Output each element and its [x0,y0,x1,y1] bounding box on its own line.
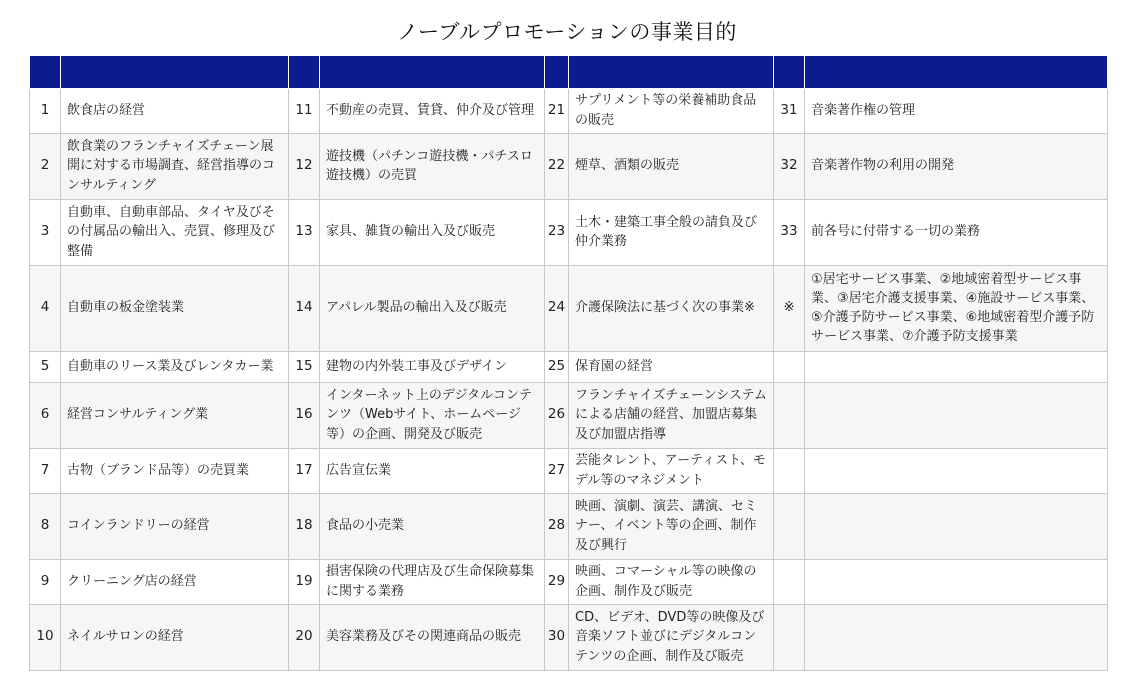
item-number: 27 [545,448,569,493]
table-row [30,351,1108,382]
item-text: 自動車のリース業及びレンタカー業 [61,351,289,382]
item-number: 12 [289,133,320,199]
item-number: 15 [289,351,320,382]
header-cell [774,56,805,88]
table-row [30,133,1108,199]
item-text: フランチャイズチェーンシステムによる店舗の経営、加盟店募集及び加盟店指導 [569,382,774,448]
item-number: 6 [30,382,61,448]
item-number [774,351,805,382]
item-text: クリーニング店の経営 [61,559,289,604]
header-cell [569,56,774,88]
item-text: 古物（ブランド品等）の売買業 [61,448,289,493]
header-cell [320,56,545,88]
item-number: 17 [289,448,320,493]
header-cell [805,56,1108,88]
item-number [774,493,805,559]
item-number [774,382,805,448]
item-number: 18 [289,493,320,559]
item-text [805,604,1108,670]
item-number: 9 [30,559,61,604]
header-cell [545,56,569,88]
table-row [30,88,1108,133]
page-title: ノーブルプロモーションの事業目的 [397,20,737,44]
business-purpose-table [29,56,1108,671]
item-text: 保育園の経営 [569,351,774,382]
item-text: 煙草、酒類の販売 [569,133,774,199]
item-text: 映画、コマーシャル等の映像の企画、制作及び販売 [569,559,774,604]
item-text [805,382,1108,448]
table-row [30,604,1108,670]
item-number: 1 [30,88,61,133]
item-number: 32 [774,133,805,199]
item-text: サプリメント等の栄養補助食品の販売 [569,88,774,133]
item-text: アパレル製品の輸出入及び販売 [320,265,545,351]
item-number: 16 [289,382,320,448]
item-number [774,448,805,493]
item-text: 映画、演劇、演芸、講演、セミナー、イベント等の企画、制作及び興行 [569,493,774,559]
item-number [774,559,805,604]
item-text: 前各号に付帯する一切の業務 [805,199,1108,265]
item-number: 5 [30,351,61,382]
item-number: 24 [545,265,569,351]
item-number: 8 [30,493,61,559]
item-number: 26 [545,382,569,448]
item-text: CD、ビデオ、DVD等の映像及び音楽ソフト並びにデジタルコンテンツの企画、制作及び販売 [569,604,774,670]
item-text: 飲食業のフランチャイズチェーン展開に対する市場調査、経営指導のコンサルティング [61,133,289,199]
item-text: 自動車の板金塗装業 [61,265,289,351]
item-text: 経営コンサルティング業 [61,382,289,448]
item-number: 13 [289,199,320,265]
item-number: 10 [30,604,61,670]
item-text: 芸能タレント、アーティスト、モデル等のマネジメント [569,448,774,493]
header-cell [61,56,289,88]
item-number: ※ [774,265,805,351]
header-cell [289,56,320,88]
item-number: 14 [289,265,320,351]
item-number: 3 [30,199,61,265]
item-text [805,493,1108,559]
header-cell [30,56,61,88]
item-text: 自動車、自動車部品、タイヤ及びその付属品の輸出入、売買、修理及び整備 [61,199,289,265]
table-row [30,199,1108,265]
item-text: 遊技機（パチンコ遊技機・パチスロ遊技機）の売買 [320,133,545,199]
item-text: 音楽著作権の管理 [805,88,1108,133]
item-number: 29 [545,559,569,604]
item-text: 美容業務及びその関連商品の販売 [320,604,545,670]
item-number: 23 [545,199,569,265]
item-text [805,351,1108,382]
item-number: 19 [289,559,320,604]
table-header-row [30,56,1108,88]
item-number: 21 [545,88,569,133]
item-text: 損害保険の代理店及び生命保険募集に関する業務 [320,559,545,604]
item-text: 家具、雑貨の輸出入及び販売 [320,199,545,265]
item-text: ①居宅サービス事業、②地域密着型サービス事業、③居宅介護支援事業、④施設サービス事業、⑤介護予防サービス事業、⑥地域密着型介護予防サービス事業、⑦介護予防支援事業 [805,265,1108,351]
item-text: 飲食店の経営 [61,88,289,133]
item-text: 音楽著作物の利用の開発 [805,133,1108,199]
item-text [805,448,1108,493]
table-row [30,448,1108,493]
item-number: 2 [30,133,61,199]
item-number: 25 [545,351,569,382]
item-text: 広告宣伝業 [320,448,545,493]
table-row [30,382,1108,448]
item-text: 建物の内外装工事及びデザイン [320,351,545,382]
item-number: 4 [30,265,61,351]
item-number: 31 [774,88,805,133]
item-text: インターネット上のデジタルコンテンツ（Webサイト、ホームページ等）の企画、開発及び販売 [320,382,545,448]
item-number: 7 [30,448,61,493]
item-number: 22 [545,133,569,199]
item-number: 30 [545,604,569,670]
table-row [30,265,1108,351]
item-text: ネイルサロンの経営 [61,604,289,670]
table-row [30,493,1108,559]
item-number: 11 [289,88,320,133]
item-text: 食品の小売業 [320,493,545,559]
item-number: 33 [774,199,805,265]
item-text: コインランドリーの経営 [61,493,289,559]
item-text [805,559,1108,604]
item-text: 介護保険法に基づく次の事業※ [569,265,774,351]
item-number: 20 [289,604,320,670]
item-number: 28 [545,493,569,559]
table-row [30,559,1108,604]
item-text: 土木・建築工事全般の請負及び仲介業務 [569,199,774,265]
item-number [774,604,805,670]
item-text: 不動産の売買、賃貸、仲介及び管理 [320,88,545,133]
